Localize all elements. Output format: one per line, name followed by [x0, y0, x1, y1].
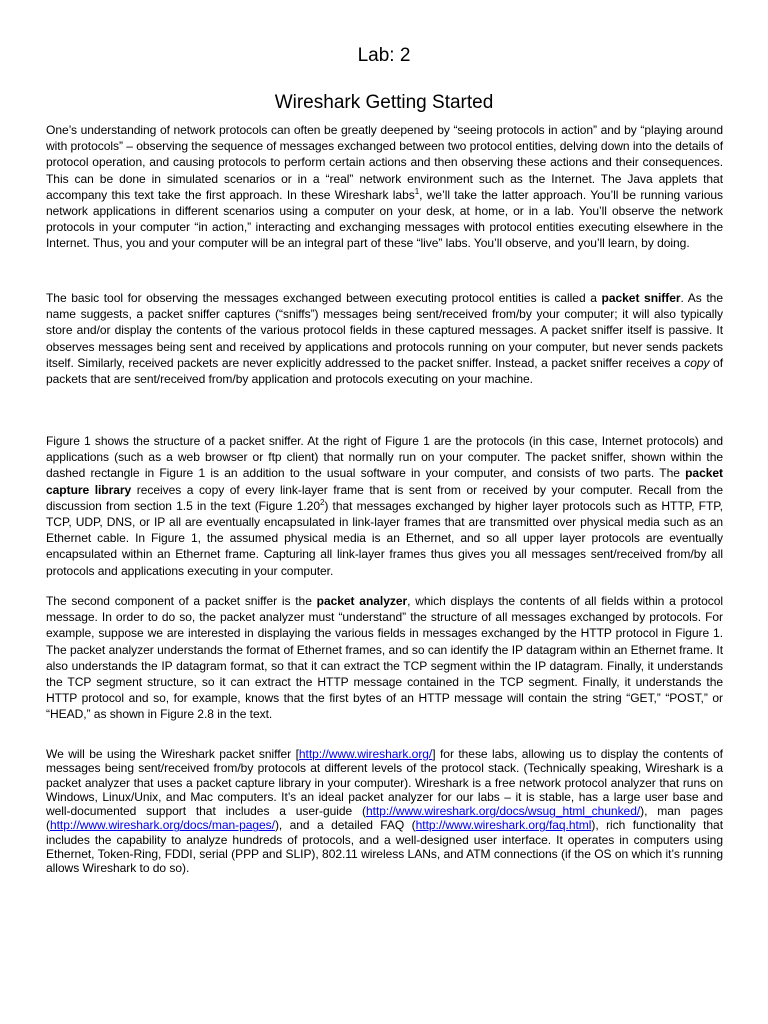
footnote-marker: 1 — [414, 186, 420, 196]
paragraph-text: ) that messages exchanged by higher layer protocols such as HTTP, FTP, TCP, UDP, DNS, or IP all are eventually encapsulated in link-layer frames that are transmitted over physical media such as an Ethernet cable. In Figure 1, the assumed physical media is an Ethernet, and so all upper layer protocols are eventually encapsulated within an Ethernet frame. Capturing all link-layer frames thus gives you all messages sent/received from/by all protocols and applications executing in your computer. — [46, 498, 723, 578]
paragraph-text: ), and a detailed FAQ ( — [274, 818, 416, 833]
document-title: Wireshark Getting Started — [274, 92, 494, 113]
paragraph-wireshark — [46, 747, 723, 876]
paragraph-packet-sniffer — [46, 290, 723, 387]
link-wireshark-home[interactable]: http://www.wireshark.org/ — [298, 747, 433, 761]
paragraph-text: ] for these labs, allowing us to display the contents of messages being sent/received from/by protocols at different levels of the protocol stack. (Technically speaking, Wireshark is a packet analyzer that uses a packet capture library in your computer). Wireshark is a free network protocol analyzer that runs on Windows, Linux/Unix, and Mac computers. It’s an ideal packet analyzer for our labs – it is stable, has a large user base and well-documented support that includes a user-guide ( — [46, 747, 723, 819]
paragraph-text: of packets that are sent/received from/by application and protocols executing on your machine. — [46, 355, 723, 387]
paragraph-text: , we’ll take the latter approach. You’ll be running various network applications in different scenarios using a computer on your desk, at home, or in a lab. You’ll observe the network protocols in your computer “in action,” interacting and exchanging messages with protocol entities executing elsewhere in the Internet. Thus, you and your computer will be an integral part of these “live” labs. You’ll observe, and you’ll learn, by doing. — [46, 187, 723, 251]
term-packet-sniffer: packet sniffer — [601, 291, 681, 305]
link-faq[interactable]: http://www.wireshark.org/faq.html — [415, 818, 592, 833]
paragraph-text: . As the name suggests, a packet sniffer captures (“sniffs”) messages being sent/received from/by your computer; it will also typically store and/or display the contents of the various protocol fields in these captured messages. A packet sniffer itself is passive. It observes messages being sent and received by applications and protocols running on your computer, but never sends packets itself. Similarly, received packets are never explicitly addressed to the packet sniffer. Instead, a packet sniffer receives a — [46, 291, 723, 370]
emphasis-copy: copy — [684, 355, 710, 370]
paragraph-text: ), man pages ( — [46, 804, 723, 833]
link-man-pages[interactable]: http://www.wireshark.org/docs/man-pages/ — [49, 818, 275, 833]
term-packet-analyzer: packet analyzer — [316, 594, 408, 608]
paragraph-text: The second component of a packet sniffer is the — [46, 594, 317, 608]
term-packet-capture-library: packet capture library — [46, 466, 723, 497]
paragraph-text: We will be using the Wireshark packet sniffer [ — [46, 747, 299, 761]
lab-number-heading: Lab: 2 — [357, 45, 411, 66]
paragraph-text: Figure 1 shows the structure of a packet sniffer. At the right of Figure 1 are the protocols (in this case, Internet protocols) and applications (such as a web browser or ftp client) that normally run on your computer. The packet sniffer, shown within the dashed rectangle in Figure 1 is an addition to the usual software in your computer, and consists of two parts. The — [46, 434, 723, 481]
paragraph-packet-analyzer — [46, 593, 723, 723]
paragraph-text: , which displays the contents of all fields within a protocol message. In order to do so, the packet analyzer must “understand” the structure of all messages exchanged by protocols. For example, suppose we are interested in displaying the various fields in messages exchanged by the HTTP protocol in Figure 1. The packet analyzer understands the format of Ethernet frames, and so can identify the IP datagram within an Ethernet frame. It also understands the IP datagram format, so that it can extract the TCP segment within the IP datagram. Finally, it understands the TCP segment structure, so it can extract the HTTP message contained in the TCP segment. Finally, it understands the HTTP protocol and so, for example, knows that the first bytes of an HTTP message will contain the string “GET,” “POST,” or “HEAD,” as shown in Figure 2.8 in the text. — [46, 594, 723, 722]
paragraph-text: One’s understanding of network protocols can often be greatly deepened by “seeing protocols in action” and by “playing around with protocols” – observing the sequence of messages exchanged between two protocol entities, delving down into the details of protocol operation, and causing protocols to perform certain actions and then observing these actions and their consequences. This can be done in simulated scenarios or in a “real” network environment such as the Internet. The Java applets that accompany this text take the first approach. In these Wireshark labs — [46, 123, 723, 202]
paragraph-text: ), rich functionality that includes the capability to analyze hundreds of protocols, and a well-designed user interface. It operates in computers using Ethernet, Token-Ring, FDDI, serial (PPP and SLIP), 802.11 wireless LANs, and ATM connections (if the OS on which it’s running allows Wireshark to do so). — [46, 818, 723, 876]
paragraph-intro — [46, 122, 723, 252]
paragraph-figure-1 — [46, 433, 723, 579]
footnote-marker: 2 — [319, 497, 325, 507]
paragraph-text: receives a copy of every link-layer frame that is sent from or received by your computer. Recall from the discussion from section 1.5 in the text (Figure 1.20 — [46, 482, 723, 513]
paragraph-text: The basic tool for observing the messages exchanged between executing protocol entities is called a — [46, 291, 602, 305]
link-user-guide[interactable]: http://www.wireshark.org/docs/wsug_html_chunked/ — [366, 804, 641, 819]
